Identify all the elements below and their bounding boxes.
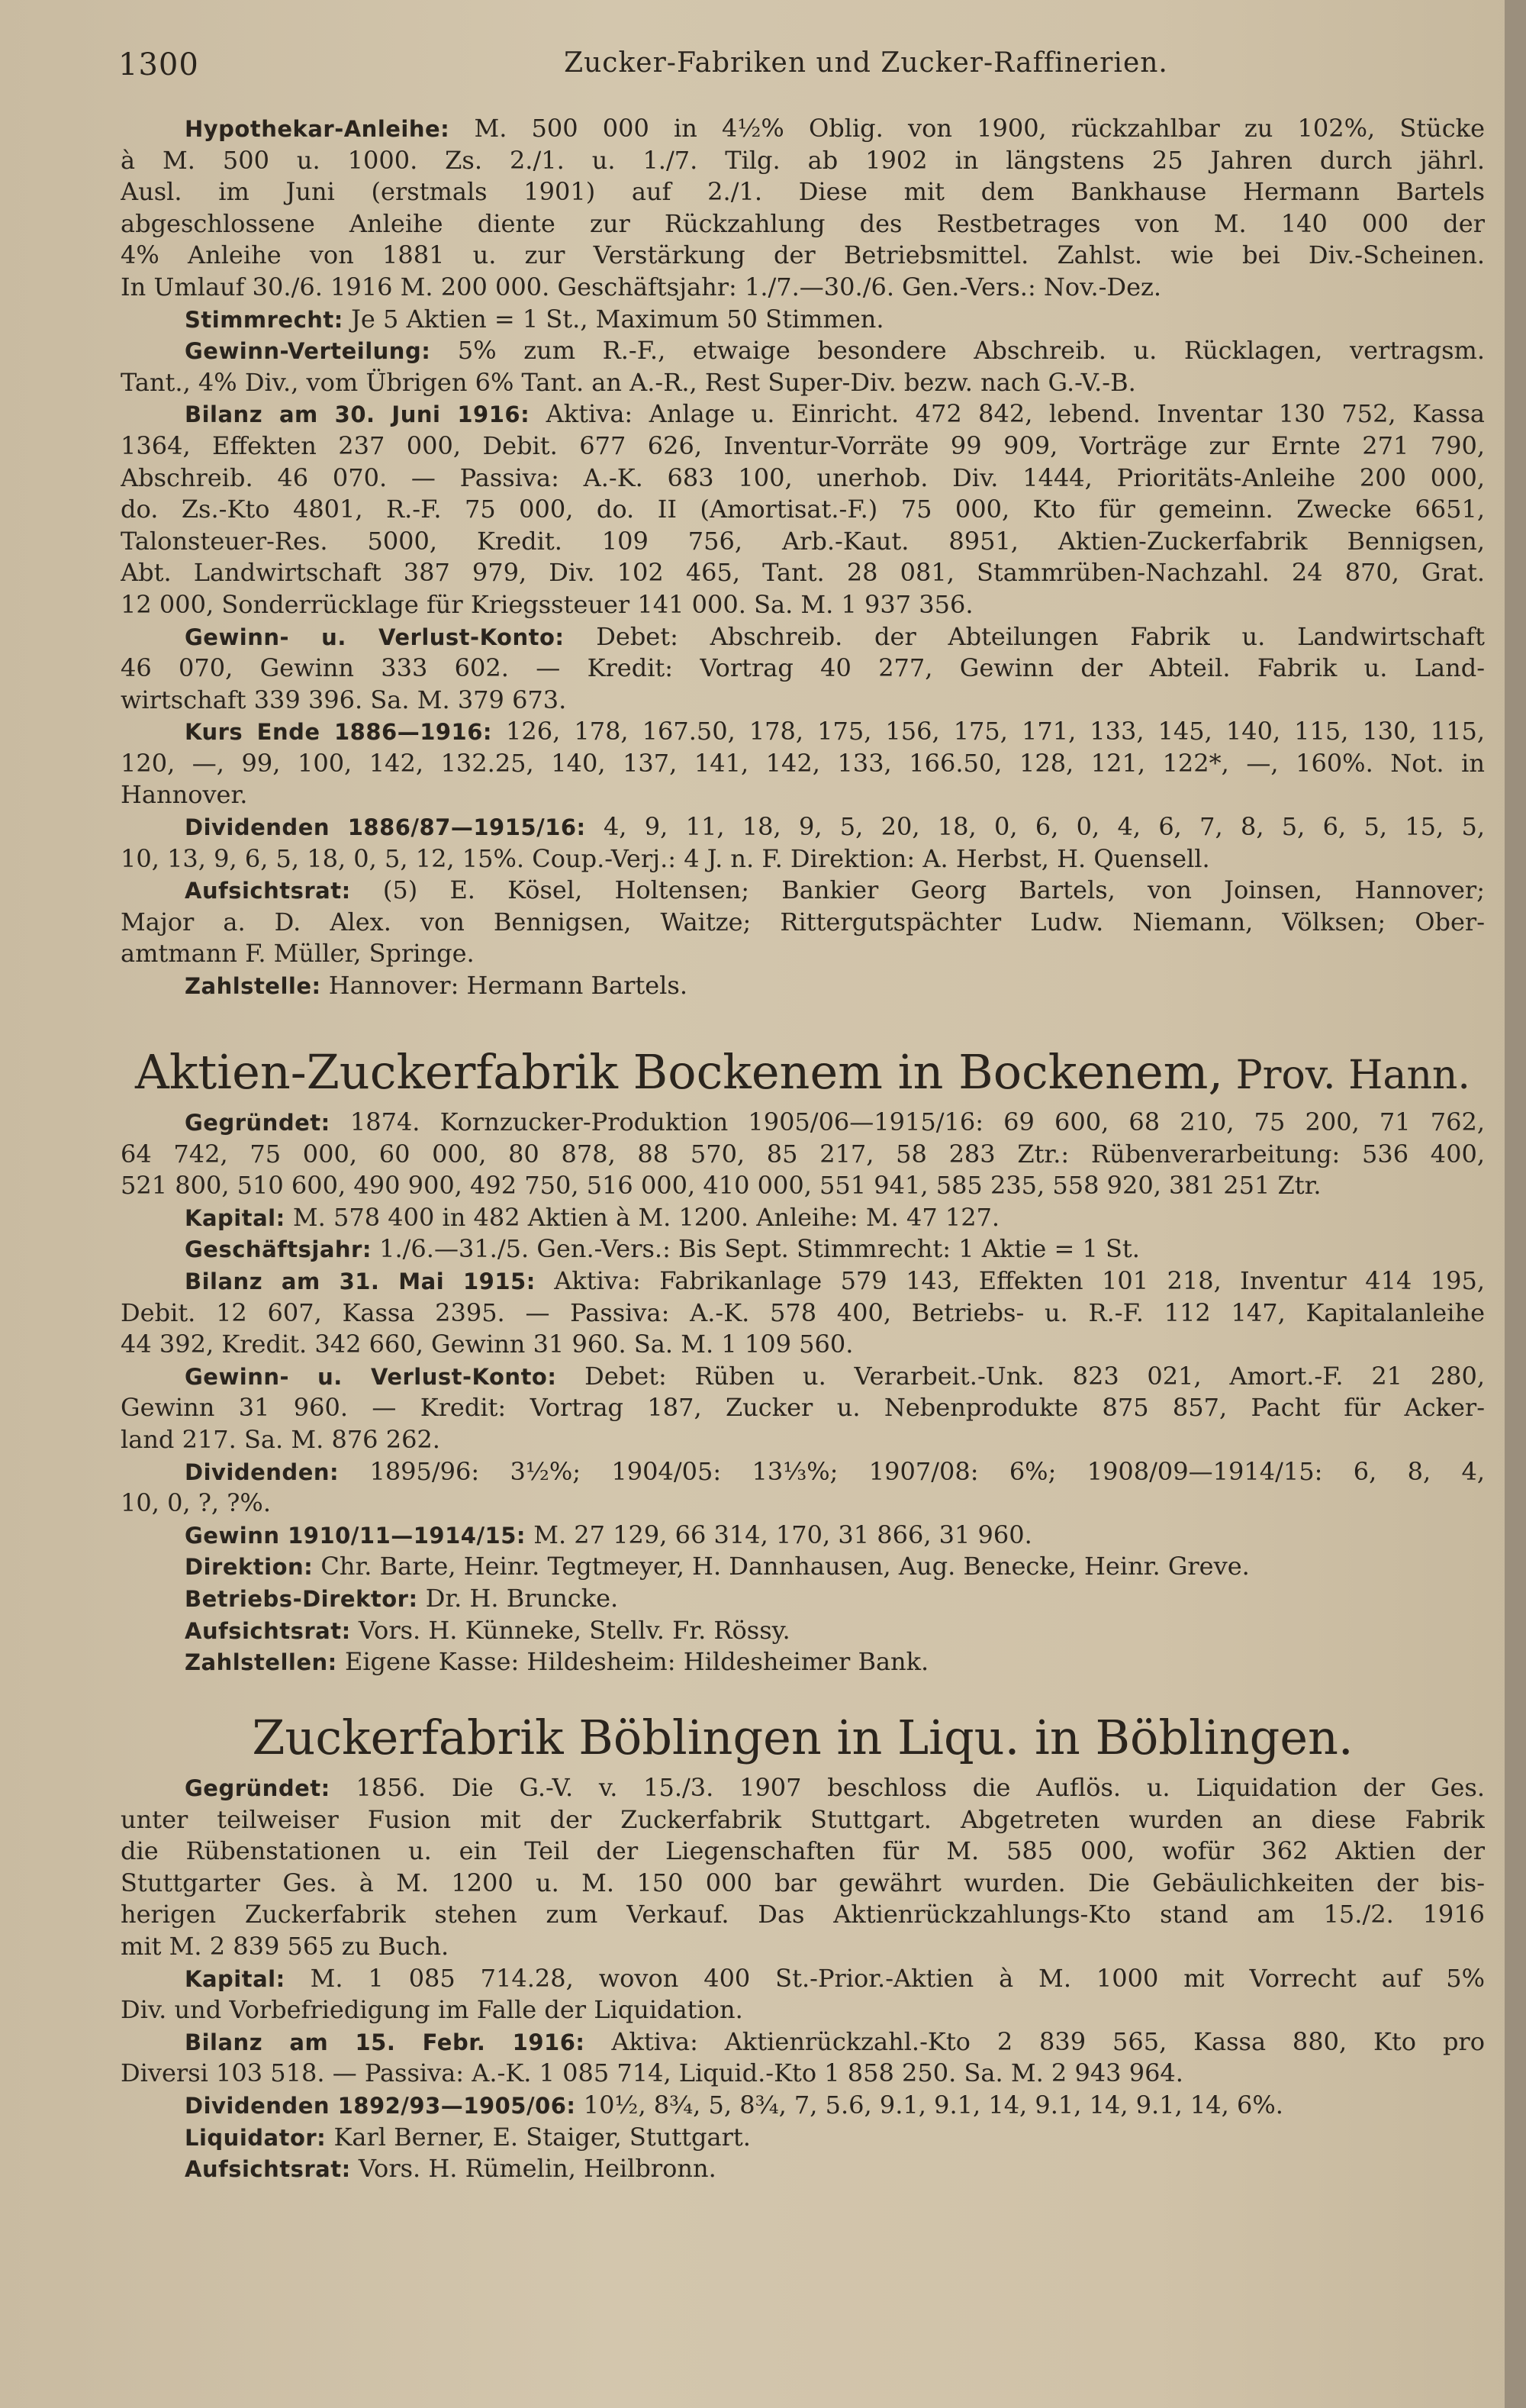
text-line (121, 1170, 1485, 1202)
text-line (121, 367, 1485, 399)
field-text: abgeschlossene Anleihe diente zur Rückzahlung des Restbetrages von M. 140 000 der (121, 208, 1485, 238)
field-text: mit M. 2 839 565 zu Buch. (121, 1931, 449, 1961)
field-text: 10, 13, 9, 6, 5, 18, 0, 5, 12, 15%. Coup.-Verj.: 4 J. n. F. Direktion: A. Herbst, H. Quensell. (121, 843, 1210, 873)
field-text: à M. 500 u. 1000. Zs. 2./1. u. 1./7. Tilg. ab 1902 in längstens 25 Jahren durch jährl. (121, 145, 1485, 175)
field-label: Bilanz am 15. Febr. 1916: (185, 2029, 585, 2055)
text-line (121, 463, 1485, 495)
field-text: 10, 0, ?, ?%. (121, 1488, 271, 1518)
text-line (121, 398, 1485, 430)
field-label: Dividenden: (185, 1459, 340, 1485)
field-label: Direktion: (185, 1554, 314, 1581)
text-line (121, 843, 1485, 875)
text-line (121, 2090, 1485, 2122)
running-header (118, 47, 1480, 85)
text-line (121, 1202, 1485, 1234)
text-line (121, 2122, 1485, 2154)
field-text: Aktiva: Fabrikanlage 579 143, Effekten 101 218, Inventur 414 195, (535, 1265, 1485, 1295)
text-line (121, 779, 1485, 811)
field-label: Kapital: (185, 1204, 285, 1231)
field-text: 4% Anleihe von 1881 u. zur Verstärkung der Betriebsmittel. Zahlst. wie bei Div.-Scheinen. (121, 240, 1485, 270)
field-text: Vors. H. Künneke, Stellv. Fr. Rössy. (350, 1615, 790, 1645)
field-text: herigen Zuckerfabrik stehen zum Verkauf. Das Aktienrückzahlungs-Kto stand am 15./2. 1916 (121, 1900, 1485, 1929)
text-line (121, 811, 1485, 843)
text-line (121, 208, 1485, 240)
field-text: unter teilweiser Fusion mit der Zuckerfabrik Stuttgart. Abgetreten wurden an diese Fabrik (121, 1804, 1485, 1834)
page-edge (1505, 0, 1526, 2408)
text-line (121, 589, 1485, 621)
field-text: 1856. Die G.-V. v. 15./3. 1907 beschloss die Auflös. u. Liquidation der Ges. (330, 1773, 1485, 1802)
text-line (121, 1615, 1485, 1647)
field-text: Ausl. im Juni (erstmals 1901) auf 2./1. Diese mit dem Bankhause Hermann Bartels (121, 177, 1485, 207)
text-line (121, 494, 1485, 526)
field-text: Dr. H. Bruncke. (417, 1583, 619, 1613)
field-text: Abschreib. 46 070. — Passiva: A.-K. 683 100, unerhob. Div. 1444, Prioritäts-Anleihe 200 000, (121, 463, 1485, 492)
field-text: 64 742, 75 000, 60 000, 80 878, 88 570, 85 217, 58 283 Ztr.: Rübenverarbeitung: 536 400, (121, 1139, 1485, 1169)
field-text: Tant., 4% Div., vom Übrigen 6% Tant. an A.-R., Rest Super-Div. bezw. nach G.-V.-B. (121, 367, 1136, 397)
field-label: Liquidator: (185, 2124, 327, 2151)
text-line (121, 1392, 1485, 1424)
field-text: amtmann F. Müller, Springe. (121, 939, 475, 969)
field-text: Abt. Landwirtschaft 387 979, Div. 102 465, Tant. 28 081, Stammrüben-Nachzahl. 24 870, Grat. (121, 558, 1485, 588)
field-text: 12 000, Sonderrücklage für Kriegssteuer 141 000. Sa. M. 1 937 356. (121, 589, 974, 619)
field-text: Talonsteuer-Res. 5000, Kredit. 109 756, Arb.-Kaut. 8951, Aktien-Zuckerfabrik Bennigsen, (121, 526, 1485, 556)
field-text: 1874. Kornzucker-Produktion 1905/06—1915/16: 69 600, 68 210, 75 200, 71 762, (330, 1107, 1485, 1136)
field-text: 126, 178, 167.50, 178, 175, 156, 175, 171, 133, 145, 140, 115, 130, 115, (492, 717, 1485, 746)
field-text: 1./6.—31./5. Gen.-Vers.: Bis Sept. Stimmrecht: 1 Aktie = 1 St. (371, 1234, 1140, 1264)
text-line (121, 907, 1485, 939)
field-text: M. 1 085 714.28, wovon 400 St.-Prior.-Aktien à M. 1000 mit Vorrecht auf 5% (285, 1963, 1485, 1993)
page-number: 1300 (118, 47, 199, 82)
field-text: Karl Berner, E. Staiger, Stuttgart. (326, 2122, 751, 2152)
field-label: Gewinn-Verteilung: (185, 338, 431, 365)
field-text: 521 800, 510 600, 490 900, 492 750, 516 000, 410 000, 551 941, 585 235, 558 920, 381 251 Ztr. (121, 1171, 1322, 1201)
field-text: 1895/96: 3½%; 1904/05: 13⅓%; 1907/08: 6%; 1908/09—1914/15: 6, 8, 4, (339, 1456, 1485, 1486)
field-text: Debit. 12 607, Kassa 2395. — Passiva: A.-K. 578 400, Betriebs- u. R.-F. 112 147, Kapitalanleihe (121, 1297, 1485, 1327)
field-text: M. 27 129, 66 314, 170, 31 866, 31 960. (526, 1520, 1032, 1549)
field-text: Eigene Kasse: Hildesheim: Hildesheimer Bank. (336, 1647, 929, 1677)
text-line (121, 272, 1485, 304)
text-line (121, 1520, 1485, 1552)
text-line (121, 335, 1485, 367)
text-line (121, 2026, 1485, 2058)
field-text: M. 578 400 in 482 Aktien à M. 1200. Anleihe: M. 47 127. (285, 1202, 1000, 1232)
text-line (121, 1424, 1485, 1456)
running-title: Zucker-Fabriken und Zucker-Raffinerien. (564, 47, 1168, 79)
field-text: wirtschaft 339 396. Sa. M. 379 673. (121, 685, 567, 714)
field-label: Gegründet: (185, 1110, 330, 1136)
field-label: Zahlstelle: (185, 973, 321, 1000)
text-line (121, 430, 1485, 463)
field-text: Aktiva: Aktienrückzahl.-Kto 2 839 565, Kassa 880, Kto pro (584, 2026, 1485, 2056)
field-label: Bilanz am 31. Mai 1915: (185, 1268, 536, 1294)
text-line (121, 113, 1485, 145)
text-line (121, 1329, 1485, 1361)
text-line (121, 526, 1485, 558)
company-heading: Zuckerfabrik Böblingen in Liqu. in Böblingen. (252, 1710, 1354, 1765)
text-line (121, 1361, 1485, 1393)
text-line (121, 1297, 1485, 1330)
field-text: 120, —, 99, 100, 142, 132.25, 140, 137, 141, 142, 133, 166.50, 128, 121, 122*, —, 160%. Not. in (121, 748, 1485, 778)
field-text: Debet: Rüben u. Verarbeit.-Unk. 823 021, Amort.-F. 21 280, (556, 1361, 1485, 1391)
field-text: 1364, Effekten 237 000, Debit. 677 626, Inventur-Vorräte 99 909, Vorträge zur Ernte 271 790, (121, 430, 1485, 460)
field-text: Je 5 Aktien = 1 St., Maximum 50 Stimmen. (343, 304, 884, 334)
field-text: 46 070, Gewinn 333 602. — Kredit: Vortrag 40 277, Gewinn der Abteil. Fabrik u. Land- (121, 653, 1485, 683)
text-line (121, 1488, 1485, 1520)
company-heading (121, 1038, 1485, 1107)
text-line (121, 240, 1485, 272)
text-line (121, 1963, 1485, 1995)
text-line (121, 1772, 1485, 1804)
text-line (121, 1646, 1485, 1678)
field-text: die Rübenstationen u. ein Teil der Liegenschaften für M. 585 000, wofür 362 Aktien der (121, 1836, 1485, 1866)
field-text: Debet: Abschreib. der Abteilungen Fabrik u. Landwirtschaft (564, 621, 1485, 651)
field-text: Gewinn 31 960. — Kredit: Vortrag 187, Zucker u. Nebenprodukte 875 857, Pacht für Acker- (121, 1393, 1485, 1423)
text-line (121, 1456, 1485, 1488)
field-text: Diversi 103 518. — Passiva: A.-K. 1 085 714, Liquid.-Kto 1 858 250. Sa. M. 2 943 964. (121, 2058, 1183, 2088)
text-line (121, 621, 1485, 653)
text-line (121, 1931, 1485, 1963)
field-label: Aufsichtsrat: (185, 1617, 351, 1644)
field-label: Kapital: (185, 1965, 285, 1992)
company-heading-main: Aktien-Zuckerfabrik Bockenem in Bockenem, (135, 1044, 1224, 1100)
text-line (121, 145, 1485, 177)
field-label: Bilanz am 30. Juni 1916: (185, 401, 530, 428)
text-line (121, 1551, 1485, 1583)
field-label: Zahlstellen: (185, 1649, 337, 1676)
text-line (121, 716, 1485, 748)
field-label: Stimmrecht: (185, 306, 343, 333)
text-line (121, 938, 1485, 970)
text-line (121, 2058, 1485, 2090)
text-line (121, 1836, 1485, 1868)
field-label: Gewinn 1910/11—1914/15: (185, 1522, 526, 1549)
text-line (121, 176, 1485, 208)
field-label: Gegründet: (185, 1775, 330, 1801)
field-text: 4, 9, 11, 18, 9, 5, 20, 18, 0, 6, 0, 4, 6, 7, 8, 5, 6, 5, 15, 5, (585, 812, 1485, 842)
text-line (121, 1804, 1485, 1836)
text-line (121, 304, 1485, 336)
field-text: 44 392, Kredit. 342 660, Gewinn 31 960. Sa. M. 1 109 560. (121, 1330, 854, 1359)
text-line (121, 1139, 1485, 1171)
field-label: Aufsichtsrat: (185, 2156, 351, 2183)
field-label: Aufsichtsrat: (185, 878, 351, 904)
field-text: Hannover. (121, 780, 248, 810)
field-label: Geschäftsjahr: (185, 1236, 372, 1263)
field-text: Stuttgarter Ges. à M. 1200 u. M. 150 000 bar gewährt wurden. Die Gebäulichkeiten der bis- (121, 1868, 1485, 1897)
field-text: Aktiva: Anlage u. Einricht. 472 842, lebend. Inventar 130 752, Kassa (530, 399, 1485, 429)
text-line (121, 653, 1485, 685)
field-text: In Umlauf 30./6. 1916 M. 200 000. Geschäftsjahr: 1./7.—30./6. Gen.-Vers.: Nov.-Dez. (121, 272, 1162, 301)
field-text: Div. und Vorbefriedigung im Falle der Liquidation. (121, 1995, 743, 2025)
text-line (121, 875, 1485, 907)
field-label: Dividenden 1892/93—1905/06: (185, 2092, 576, 2119)
text-line (121, 1265, 1485, 1297)
text-line (121, 2153, 1485, 2185)
company-heading-region: Prov. Hann. (1223, 1052, 1470, 1098)
field-label: Dividenden 1886/87—1915/16: (185, 814, 586, 841)
text-line (121, 1868, 1485, 1900)
field-label: Gewinn- u. Verlust-Konto: (185, 624, 565, 650)
field-text: Hannover: Hermann Bartels. (320, 971, 687, 1001)
field-text: Vors. H. Rümelin, Heilbronn. (350, 2154, 716, 2184)
field-label: Betriebs-Direktor: (185, 1585, 418, 1612)
field-text: land 217. Sa. M. 876 262. (121, 1424, 440, 1454)
field-label: Gewinn- u. Verlust-Konto: (185, 1363, 557, 1390)
field-text: do. Zs.-Kto 4801, R.-F. 75 000, do. II (Amortisat.-F.) 75 000, Kto für gemeinn. Zwecke 6651, (121, 495, 1485, 524)
text-line (121, 1583, 1485, 1615)
field-label: Hypothekar-Anleihe: (185, 116, 450, 142)
field-text: 10½, 8¾, 5, 8¾, 7, 5.6, 9.1, 9.1, 14, 9.1, 14, 9.1, 14, 6%. (575, 2090, 1283, 2119)
text-line (121, 748, 1485, 780)
text-line (121, 970, 1485, 1002)
field-text: M. 500 000 in 4½% Oblig. von 1900, rückzahlbar zu 102%, Stücke (449, 114, 1485, 143)
entry-hannover-fabrik (121, 113, 1485, 1002)
text-line (121, 557, 1485, 589)
text-line (121, 1233, 1485, 1265)
field-text: 5% zum R.-F., etwaige besondere Abschreib. u. Rücklagen, vertragsm. (430, 336, 1485, 366)
field-text: Major a. D. Alex. von Bennigsen, Waitze; Rittergutspächter Ludw. Niemann, Völksen; Ober- (121, 907, 1485, 936)
field-text: (5) E. Kösel, Holtensen; Bankier Georg Bartels, von Joinsen, Hannover; (350, 875, 1485, 905)
entry-boeblingen (121, 1704, 1485, 2185)
entry-bockenem (121, 1038, 1485, 1678)
field-text: Chr. Barte, Heinr. Tegtmeyer, H. Dannhausen, Aug. Benecke, Heinr. Greve. (313, 1552, 1250, 1581)
field-label: Kurs Ende 1886—1916: (185, 719, 493, 746)
text-line (121, 685, 1485, 717)
text-line (121, 1899, 1485, 1931)
text-line (121, 1107, 1485, 1139)
text-line (121, 1994, 1485, 2026)
